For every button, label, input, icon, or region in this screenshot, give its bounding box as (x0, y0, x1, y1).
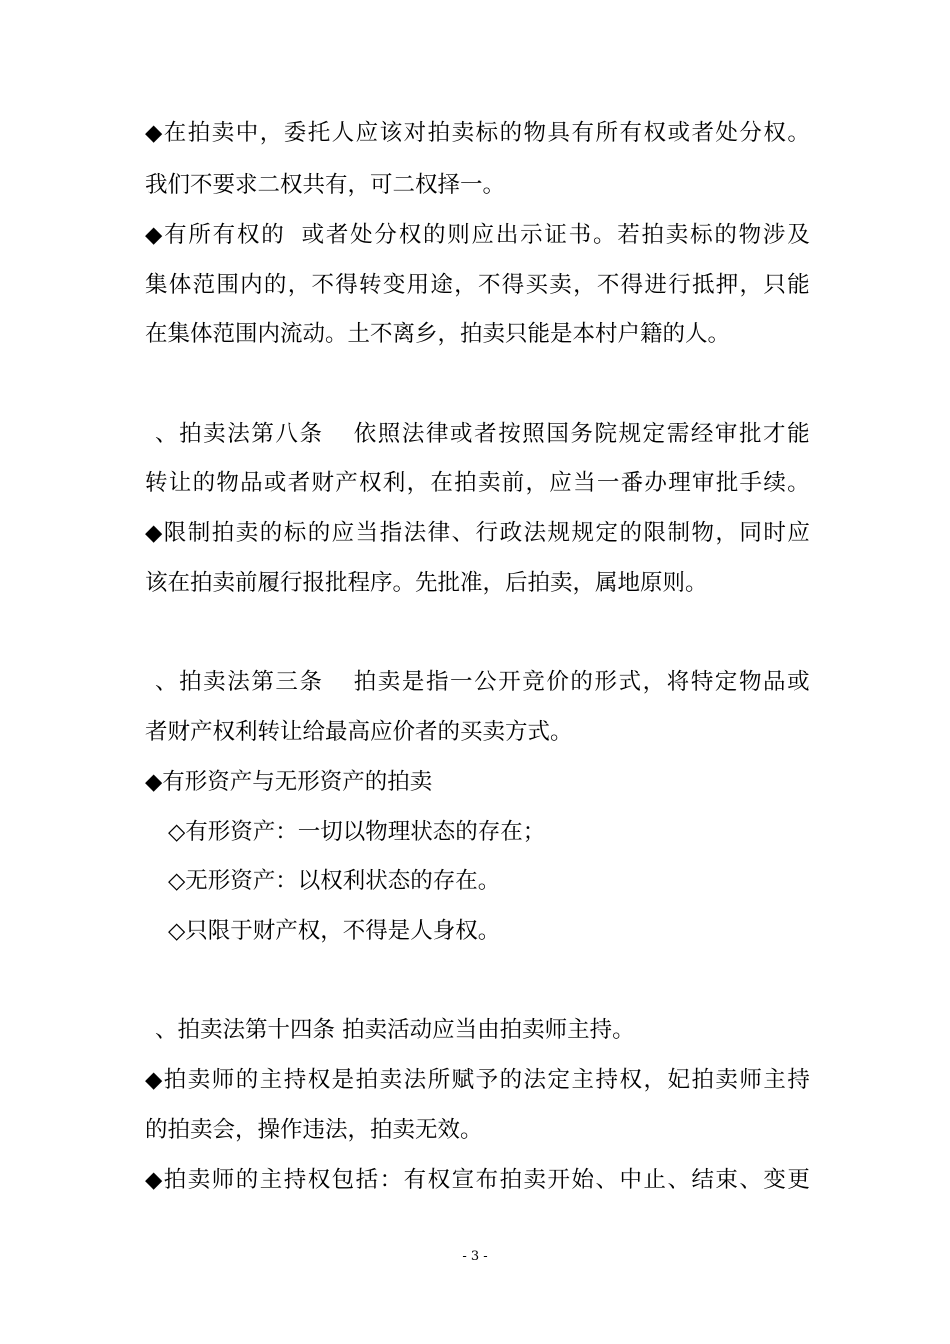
text-glyph: 的 (422, 222, 446, 248)
page-number: - 3 - (462, 1249, 488, 1264)
text-glyph: 按 (498, 421, 521, 447)
paragraph-line: 该在拍卖前履行报批程序。先批准，后拍卖，属地原则。 (145, 570, 708, 596)
text-glyph: 、 (155, 669, 178, 695)
text-glyph: 持 (595, 1067, 619, 1093)
text-glyph: 证 (544, 222, 567, 248)
text-glyph: 开 (547, 1167, 571, 1193)
text-glyph: 师 (211, 1067, 235, 1093)
text-glyph: 妃 (667, 1067, 690, 1093)
text-glyph: ◆ (145, 222, 163, 248)
text-glyph: 权 (763, 120, 786, 146)
text-glyph: ◆ (145, 520, 163, 546)
text-glyph: 拍 (179, 669, 202, 695)
text-glyph: 的 (307, 520, 331, 546)
text-glyph: 卖 (549, 272, 572, 298)
paragraph-line (145, 118, 810, 148)
text-glyph: 持 (787, 1067, 810, 1093)
paragraph-line (145, 468, 810, 498)
text-glyph: 括 (355, 1167, 379, 1193)
text-glyph: 范 (192, 272, 216, 298)
text-glyph: 。 (592, 222, 616, 248)
text-glyph: 当 (573, 470, 596, 496)
text-glyph: 主 (763, 1067, 786, 1093)
sub-bullet-item: ◇有形资产：一切以物理状态的存在； (168, 819, 546, 845)
text-glyph: 结 (691, 1167, 714, 1193)
text-glyph: 制 (667, 520, 690, 546)
text-glyph: 权 (619, 1067, 642, 1093)
text-glyph: 法 (403, 520, 427, 546)
text-glyph: 持 (283, 1067, 307, 1093)
text-glyph: 八 (275, 421, 298, 447)
text-glyph: 政 (499, 520, 523, 546)
text-glyph (324, 667, 353, 697)
text-glyph: 拍 (163, 1167, 187, 1193)
text-glyph: ， (525, 470, 549, 496)
paragraph-line (145, 1165, 810, 1195)
text-glyph: 卖 (203, 669, 226, 695)
text-glyph: 、 (595, 1167, 619, 1193)
text-glyph: 的 (259, 520, 283, 546)
text-glyph: 标 (475, 120, 499, 146)
text-glyph: 品 (240, 470, 263, 496)
text-glyph: 权 (359, 470, 382, 496)
paragraph-line: 的拍卖会，操作违法，拍卖无效。 (145, 1117, 483, 1143)
text-glyph: 师 (739, 1067, 762, 1093)
text-glyph: 拍 (179, 421, 202, 447)
text-glyph (324, 419, 353, 449)
text-glyph: 处 (715, 120, 738, 146)
text-glyph: 权 (236, 222, 260, 248)
text-glyph: 止 (643, 1167, 666, 1193)
text-glyph: ， (406, 470, 430, 496)
text-glyph: 理 (668, 470, 691, 496)
text-glyph: 委 (283, 120, 307, 146)
text-glyph: 法 (227, 421, 250, 447)
text-glyph: 押 (715, 272, 739, 298)
text-glyph: 主 (571, 1067, 595, 1093)
text-glyph: ， (259, 120, 283, 146)
text-glyph: 卖 (451, 120, 475, 146)
text-glyph: 卖 (715, 1067, 738, 1093)
text-glyph: 及 (787, 222, 810, 248)
text-glyph: 者 (474, 421, 497, 447)
text-glyph: 能 (787, 272, 810, 298)
text-glyph: 办 (644, 470, 667, 496)
text-glyph: 务 (570, 421, 593, 447)
text-glyph: 能 (787, 421, 810, 447)
text-glyph: 具 (547, 120, 571, 146)
text-glyph: ， (454, 272, 477, 298)
text-glyph: 在 (430, 470, 453, 496)
text-glyph: 法 (401, 421, 425, 447)
text-glyph: 定 (714, 669, 738, 695)
text-glyph: 规 (547, 520, 571, 546)
text-glyph: 始 (571, 1167, 595, 1193)
text-glyph: 批 (738, 421, 762, 447)
text-glyph: 中 (235, 120, 259, 146)
text-glyph: 权 (427, 1167, 451, 1193)
text-glyph: 所 (427, 1067, 451, 1093)
text-glyph: 有 (212, 222, 236, 248)
text-glyph: 买 (525, 272, 549, 298)
text-glyph: 拍 (499, 1167, 523, 1193)
text-glyph: 的 (263, 272, 287, 298)
text-glyph: 法 (523, 520, 547, 546)
text-glyph: 公 (474, 669, 497, 695)
text-glyph: 者 (287, 470, 311, 496)
text-glyph: 不 (311, 272, 334, 298)
text-glyph: ： (379, 1167, 403, 1193)
text-glyph: 手 (739, 470, 763, 496)
text-glyph: 得 (620, 272, 644, 298)
text-glyph: 的 (499, 120, 523, 146)
text-glyph: 三 (275, 669, 298, 695)
text-glyph: 宣 (451, 1167, 475, 1193)
text-glyph: 转 (359, 272, 382, 298)
text-glyph: 包 (331, 1167, 355, 1193)
text-glyph: ， (739, 272, 763, 298)
article-heading-line (155, 667, 810, 697)
text-glyph: 限 (163, 520, 187, 546)
text-glyph: 卖 (377, 669, 401, 695)
text-glyph: 的 (235, 1067, 259, 1093)
text-glyph: 审 (714, 421, 738, 447)
text-glyph: 法 (403, 1067, 427, 1093)
text-glyph: 一 (596, 470, 620, 496)
text-glyph: 限 (643, 520, 666, 546)
text-glyph: 或 (263, 470, 287, 496)
paragraph-line: 我们不要求二权共有，可二权择一。 (145, 172, 506, 198)
text-glyph: 制 (187, 520, 211, 546)
text-glyph: 内 (240, 272, 263, 298)
text-glyph: 形 (594, 669, 618, 695)
text-glyph: 律 (427, 520, 451, 546)
text-glyph: 照 (377, 421, 401, 447)
text-glyph: 番 (620, 470, 644, 496)
text-glyph: 则 (447, 222, 470, 248)
text-glyph: 、 (155, 421, 178, 447)
text-glyph: 得 (501, 272, 525, 298)
text-glyph: 卖 (211, 120, 235, 146)
text-glyph: 示 (520, 222, 543, 248)
text-glyph: ◆ (145, 120, 163, 146)
text-glyph: 第 (251, 421, 274, 447)
text-glyph: 前 (501, 470, 525, 496)
text-glyph: 变 (382, 272, 406, 298)
text-glyph: 者 (325, 222, 349, 248)
text-glyph: 转 (145, 470, 168, 496)
text-glyph: 或 (787, 669, 810, 695)
text-glyph: 持 (283, 1167, 307, 1193)
text-glyph: 、 (451, 520, 475, 546)
sub-bullet-item: ◇只限于财产权，不得是人身权。 (168, 918, 501, 944)
text-glyph: 应 (355, 120, 379, 146)
text-glyph: 价 (546, 669, 569, 695)
text-glyph: 开 (498, 669, 521, 695)
text-glyph: 抵 (691, 272, 715, 298)
text-glyph: 规 (618, 421, 642, 447)
text-glyph: 卖 (235, 520, 259, 546)
text-glyph: 依 (353, 421, 377, 447)
text-glyph: 主 (259, 1167, 283, 1193)
text-glyph: 出 (495, 222, 519, 248)
text-glyph: 国 (546, 421, 569, 447)
text-glyph: 权 (307, 1167, 331, 1193)
text-glyph: ◆ (145, 1067, 163, 1093)
text-glyph: 集 (145, 272, 168, 298)
text-glyph: 物 (738, 669, 762, 695)
text-glyph: 让 (168, 470, 192, 496)
text-glyph: 法 (227, 669, 250, 695)
text-glyph: 用 (406, 272, 430, 298)
text-glyph: 一 (450, 669, 473, 695)
text-glyph: 变 (763, 1167, 786, 1193)
text-glyph: 卖 (187, 1167, 211, 1193)
text-glyph: 不 (477, 272, 501, 298)
text-glyph: 当 (355, 520, 379, 546)
text-glyph: 师 (211, 1167, 235, 1193)
text-glyph: 将 (666, 669, 690, 695)
text-glyph: 行 (475, 520, 499, 546)
text-glyph: 式 (618, 669, 642, 695)
text-glyph: 应 (787, 520, 810, 546)
text-glyph: 拍 (691, 1067, 714, 1093)
text-glyph: 规 (571, 520, 595, 546)
paragraph-line: 在集体范围内流动。土不离乡，拍卖只能是本村户籍的人。 (145, 321, 731, 347)
bullet-heading: ◆有形资产与无形资产的拍卖 (145, 769, 433, 795)
text-glyph: 拍 (353, 669, 377, 695)
text-glyph: 法 (523, 1067, 547, 1093)
text-glyph: 拍 (427, 120, 451, 146)
text-glyph: 有 (403, 1167, 427, 1193)
text-glyph: ， (642, 669, 666, 695)
text-glyph: 拍 (163, 1067, 187, 1093)
text-glyph: ， (573, 272, 596, 298)
text-glyph: 托 (307, 120, 331, 146)
text-glyph: 利 (382, 470, 406, 496)
text-glyph: 得 (335, 272, 358, 298)
text-glyph: 所 (595, 120, 619, 146)
text-glyph: 定 (547, 1067, 571, 1093)
text-glyph: 产 (335, 470, 358, 496)
text-glyph: 指 (425, 669, 449, 695)
text-glyph: 对 (403, 120, 427, 146)
text-glyph: 进 (644, 272, 667, 298)
text-glyph: 经 (690, 421, 714, 447)
text-glyph: 布 (475, 1167, 499, 1193)
text-glyph: 时 (763, 520, 786, 546)
text-glyph: 定 (595, 520, 619, 546)
text-glyph: 同 (739, 520, 762, 546)
text-glyph: 财 (311, 470, 334, 496)
text-glyph: 卖 (187, 1067, 211, 1093)
text-glyph: 竞 (522, 669, 545, 695)
text-glyph: 的 (714, 222, 737, 248)
text-glyph: 拍 (454, 470, 477, 496)
text-glyph: 品 (763, 669, 786, 695)
text-glyph: 拍 (211, 520, 235, 546)
text-glyph: 卖 (203, 421, 226, 447)
text-glyph: 卖 (523, 1167, 547, 1193)
text-glyph: 权 (307, 1067, 331, 1093)
text-glyph: 有 (619, 120, 642, 146)
text-glyph (285, 220, 299, 250)
text-glyph: 分 (739, 120, 762, 146)
text-glyph: 束 (715, 1167, 738, 1193)
text-glyph: 或 (667, 120, 690, 146)
text-glyph: 审 (691, 470, 715, 496)
text-glyph: 围 (216, 272, 239, 298)
text-glyph: 拍 (355, 1067, 379, 1093)
text-glyph: 人 (331, 120, 355, 146)
text-glyph: 应 (549, 470, 572, 496)
text-glyph: 定 (642, 421, 666, 447)
text-glyph: 续 (763, 470, 786, 496)
text-glyph: 该 (379, 120, 403, 146)
text-glyph: 的 (499, 1067, 523, 1093)
text-glyph: 需 (666, 421, 690, 447)
paragraph-line (145, 220, 810, 250)
paragraph-line: 者财产权利转让给最高应价者的买卖方式。 (145, 719, 573, 745)
text-glyph: 第 (251, 669, 274, 695)
text-glyph: 标 (690, 222, 713, 248)
text-glyph: 更 (787, 1167, 810, 1193)
text-glyph: 只 (763, 272, 786, 298)
text-glyph: 中 (619, 1167, 642, 1193)
text-glyph: 批 (715, 470, 739, 496)
text-glyph: 卖 (379, 1067, 403, 1093)
text-glyph: ◆ (145, 1167, 163, 1193)
article-heading-line: 、拍卖法第十四条 拍卖活动应当由拍卖师主持。 (155, 1017, 635, 1043)
text-glyph: 条 (299, 421, 322, 447)
text-glyph: 或 (450, 421, 473, 447)
text-glyph: 不 (596, 272, 620, 298)
text-glyph: 应 (471, 222, 495, 248)
paragraph-line (145, 518, 810, 548)
text-glyph: 拍 (187, 120, 211, 146)
text-glyph: 拍 (641, 222, 665, 248)
text-glyph: 的 (619, 520, 642, 546)
article-heading-line (155, 419, 810, 449)
text-glyph: 应 (331, 520, 355, 546)
text-glyph: 涉 (762, 222, 786, 248)
text-glyph: 权 (643, 120, 666, 146)
text-glyph: 所 (188, 222, 211, 248)
text-glyph: 院 (594, 421, 618, 447)
text-glyph: 是 (331, 1067, 355, 1093)
text-glyph: 的 (261, 222, 284, 248)
text-glyph: 有 (571, 120, 595, 146)
text-glyph: 权 (398, 222, 422, 248)
text-glyph: 若 (617, 222, 640, 248)
text-glyph: 照 (522, 421, 545, 447)
text-glyph: ， (715, 520, 738, 546)
text-glyph: 标 (283, 520, 307, 546)
text-glyph: 条 (299, 669, 322, 695)
text-glyph: 或 (301, 222, 325, 248)
text-glyph: 卖 (665, 222, 689, 248)
text-glyph: 律 (425, 421, 449, 447)
text-glyph: 行 (668, 272, 691, 298)
text-glyph: 体 (168, 272, 192, 298)
text-glyph: 予 (475, 1067, 499, 1093)
text-glyph: 是 (401, 669, 425, 695)
text-glyph: 分 (374, 222, 397, 248)
text-glyph: 途 (430, 272, 453, 298)
text-glyph: 的 (235, 1167, 259, 1193)
text-glyph: 物 (523, 120, 547, 146)
text-glyph: 有 (164, 222, 187, 248)
paragraph-line (145, 270, 810, 300)
sub-bullet-item: ◇无形资产：以权利状态的存在。 (168, 868, 501, 894)
text-glyph: ， (643, 1067, 666, 1093)
text-glyph: 书 (568, 222, 592, 248)
text-glyph: 者 (691, 120, 714, 146)
text-glyph: 物 (691, 520, 714, 546)
text-glyph: 赋 (451, 1067, 475, 1093)
text-glyph: 、 (739, 1167, 762, 1193)
text-glyph: 。 (787, 470, 810, 496)
text-glyph: 特 (690, 669, 714, 695)
text-glyph: 、 (667, 1167, 690, 1193)
text-glyph: 主 (259, 1067, 283, 1093)
text-glyph: 处 (350, 222, 373, 248)
text-glyph: 在 (163, 120, 187, 146)
text-glyph: 指 (379, 520, 403, 546)
text-glyph: ， (287, 272, 311, 298)
text-glyph: 。 (787, 120, 810, 146)
text-glyph: 物 (738, 222, 762, 248)
paragraph-line (145, 1065, 810, 1095)
text-glyph: 卖 (477, 470, 501, 496)
text-glyph: 的 (192, 470, 216, 496)
text-glyph: 才 (763, 421, 786, 447)
text-glyph: 物 (216, 470, 239, 496)
text-glyph: 的 (570, 669, 593, 695)
